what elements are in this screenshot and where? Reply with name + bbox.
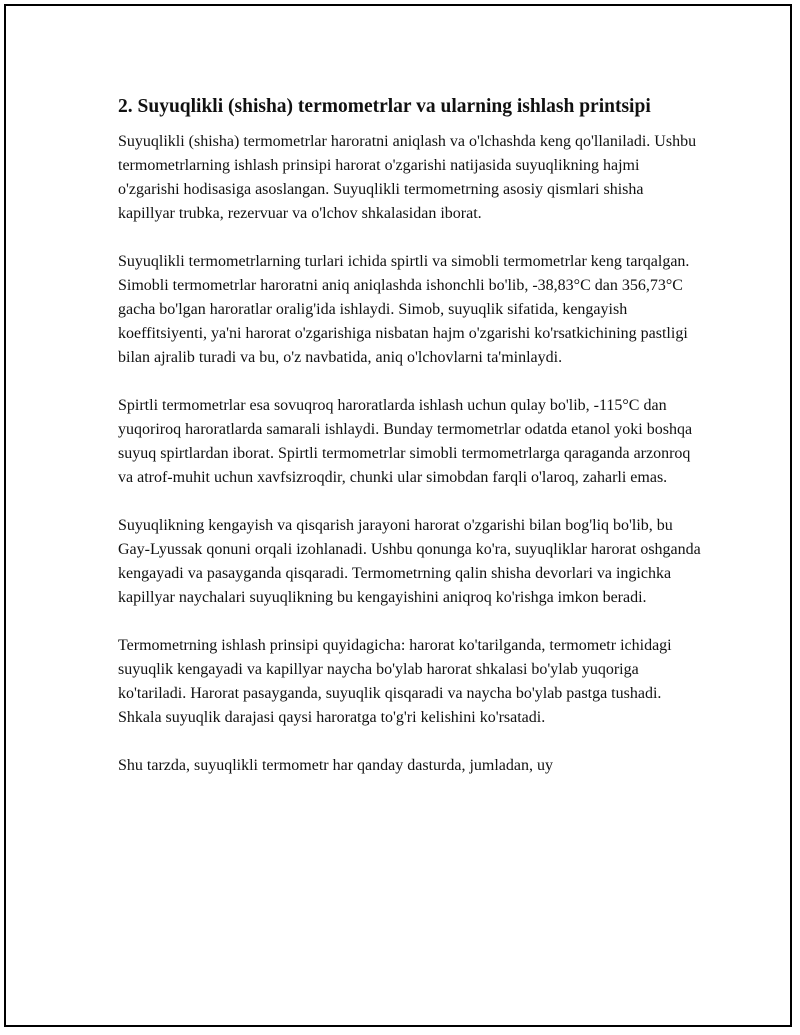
paragraph-2: Suyuqlikli termometrlarning turlari ichida spirtli va simobli termometrlar keng tarqalgan. Simobli termometrlar haroratni aniq aniqlashda ishonchli bo'lib, -38,83°C dan 356,73°C gacha bo'lgan haroratlar oralig'ida ishlaydi. Simob, suyuqlik sifatida, kengayish koeffitsiyenti, ya'ni harorat o'zgarishiga nisbatan hajm o'zgarishi ko'rsatkichining pastligi bilan ajralib turadi va bu, o'z navbatida, aniq o'lchovlarni ta'minlaydi. — [118, 253, 690, 366]
document-body — [118, 94, 703, 802]
paragraph-3: Spirtli termometrlar esa sovuqroq haroratlarda ishlash uchun qulay bo'lib, -115°C dan yuqoriroq haroratlarda samarali ishlaydi. Bunday termometrlar odatda etanol yoki boshqa suyuq spirtlardan iborat. Spirtli termometrlar simobli termometrlarga qaraganda arzonroq va atrof-muhit uchun xavfsizroqdir, chunki ular simobdan farqli o'laroq, zaharli emas. — [118, 397, 693, 486]
paragraph-1: Suyuqlikli (shisha) termometrlar haroratni aniqlash va o'lchashda keng qo'llaniladi. Ushbu termometrlarning ishlash prinsipi harorat o'zgarishi natijasida suyuqlikning hajmi o'zgarishi hodisasiga asoslangan. Suyuqlikli termometrning asosiy qismlari shisha kapillyar trubka, rezervuar va o'lchov shkalasidan iborat. — [118, 133, 697, 222]
paragraph-4: Suyuqlikning kengayish va qisqarish jarayoni harorat o'zgarishi bilan bog'liq bo'lib, bu Gay-Lyussak qonuni orqali izohlanadi. Ushbu qonunga ko'ra, suyuqliklar harorat oshganda kengayadi va pasayganda qisqaradi. Termometrning qalin shisha devorlari va ingichka kapillyar naychalari suyuqlikning bu kengayishini aniqroq ko'rishga imkon beradi. — [118, 517, 701, 606]
paragraph-6: Shu tarzda, suyuqlikli termometr har qanday dasturda, jumladan, uy — [118, 757, 553, 774]
paragraph-5: Termometrning ishlash prinsipi quyidagicha: harorat ko'tarilganda, termometr ichidagi suyuqlik kengayadi va kapillyar naycha bo'ylab harorat shkalasi bo'ylab yuqoriga ko'tariladi. Harorat pasayganda, suyuqlik qisqaradi va naycha bo'ylab pastga tushadi. Shkala suyuqlik darajasi qaysi haroratga to'g'ri kelishini ko'rsatadi. — [118, 637, 672, 726]
section-heading: 2. Suyuqlikli (shisha) termometrlar va ularning ishlash printsipi — [118, 96, 651, 117]
